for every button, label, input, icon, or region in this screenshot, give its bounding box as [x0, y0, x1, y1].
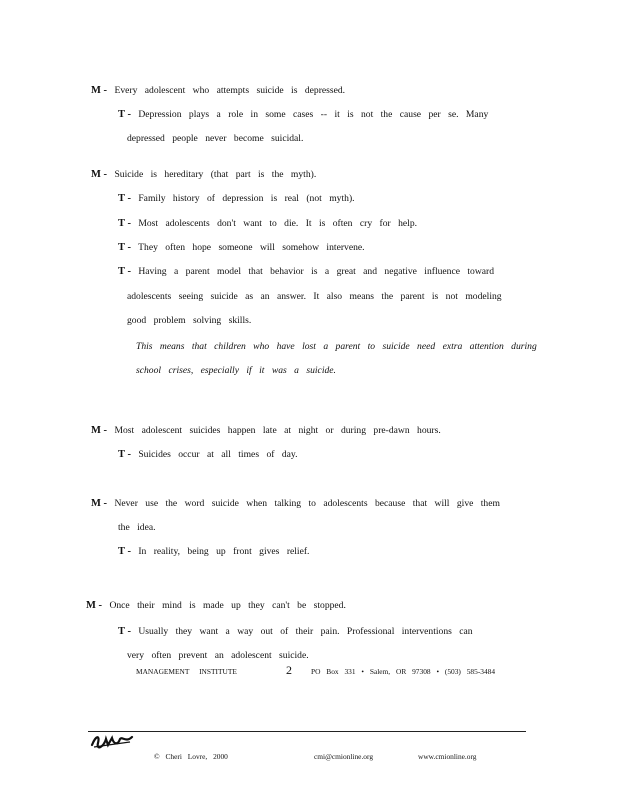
truth-1-1: [118, 109, 488, 121]
truth-text: Family history of depression is real (not myth).: [138, 193, 355, 204]
truth-marker: T -: [118, 546, 131, 557]
truth-2-4: [118, 266, 494, 278]
truth-marker: T -: [118, 449, 131, 460]
truth-1-1-cont: depressed people never become suicidal.: [127, 133, 304, 144]
myth-4-cont: the idea.: [118, 522, 156, 533]
myth-marker: M -: [86, 600, 103, 611]
note-line-2: school crises, especially if it was a suicide.: [136, 365, 336, 376]
note-line-1: This means that children who have lost a parent to suicide need extra attention during: [136, 341, 537, 352]
truth-2-1: [118, 193, 355, 205]
truth-text: Most adolescents don't want to die. It is often cry for help.: [138, 218, 418, 229]
myth-marker: M -: [91, 425, 108, 436]
myth-2: [91, 169, 316, 181]
truth-marker: T -: [118, 193, 131, 204]
truth-text: Having a parent model that behavior is a great and negative influence toward: [138, 266, 495, 277]
myth-text: Every adolescent who attempts suicide is depressed.: [114, 85, 346, 96]
truth-marker: T -: [118, 109, 131, 120]
truth-2-3: [118, 242, 365, 254]
footer-website[interactable]: www.cmionline.org: [418, 752, 477, 761]
truth-text: Suicides occur at all times of day.: [138, 449, 298, 460]
truth-5-1-cont: very often prevent an adolescent suicide.: [127, 650, 309, 661]
truth-4-1: [118, 546, 309, 558]
footer-email[interactable]: cmi@cmionline.org: [314, 752, 374, 761]
truth-2-4-cont-1: adolescents seeing suicide as an answer. It also means the parent is not modeling: [127, 291, 502, 302]
footer-org: MANAGEMENT INSTITUTE: [136, 667, 237, 676]
truth-marker: T -: [118, 242, 131, 253]
myth-text: Most adolescent suicides happen late at night or during pre-dawn hours.: [114, 425, 441, 436]
myth-text: Once their mind is made up they can't be stopped.: [109, 600, 346, 611]
page-number: 2: [286, 663, 292, 677]
myth-text: Suicide is hereditary (that part is the myth).: [114, 169, 317, 180]
myth-4: [91, 498, 500, 510]
truth-2-2: [118, 218, 417, 230]
logo: [90, 733, 134, 754]
truth-5-1: [118, 626, 473, 638]
truth-text: Depression plays a role in some cases -- it is not the cause per se. Many: [138, 109, 489, 120]
footer-address: PO Box 331 • Salem, OR 97308 • (503) 585-3484: [311, 667, 496, 676]
truth-text: They often hope someone will somehow intervene.: [138, 242, 365, 253]
signature-logo-icon: [90, 733, 134, 749]
myth-5: [86, 600, 346, 612]
myth-text: Never use the word suicide when talking to adolescents because that will give them: [114, 498, 500, 509]
truth-marker: T -: [118, 266, 131, 277]
truth-text: In reality, being up front gives relief.: [138, 546, 310, 557]
truth-2-4-cont-2: good problem solving skills.: [127, 315, 252, 326]
myth-1: [91, 85, 345, 97]
truth-marker: T -: [118, 218, 131, 229]
footer-copyright: © Cheri Lovre, 2000: [154, 752, 228, 761]
myth-marker: M -: [91, 498, 108, 509]
truth-3-1: [118, 449, 297, 461]
myth-3: [91, 425, 441, 437]
myth-marker: M -: [91, 85, 108, 96]
myth-marker: M -: [91, 169, 108, 180]
footer-divider: [88, 731, 526, 732]
truth-text: Usually they want a way out of their pain. Professional interventions can: [138, 626, 473, 637]
truth-marker: T -: [118, 626, 131, 637]
